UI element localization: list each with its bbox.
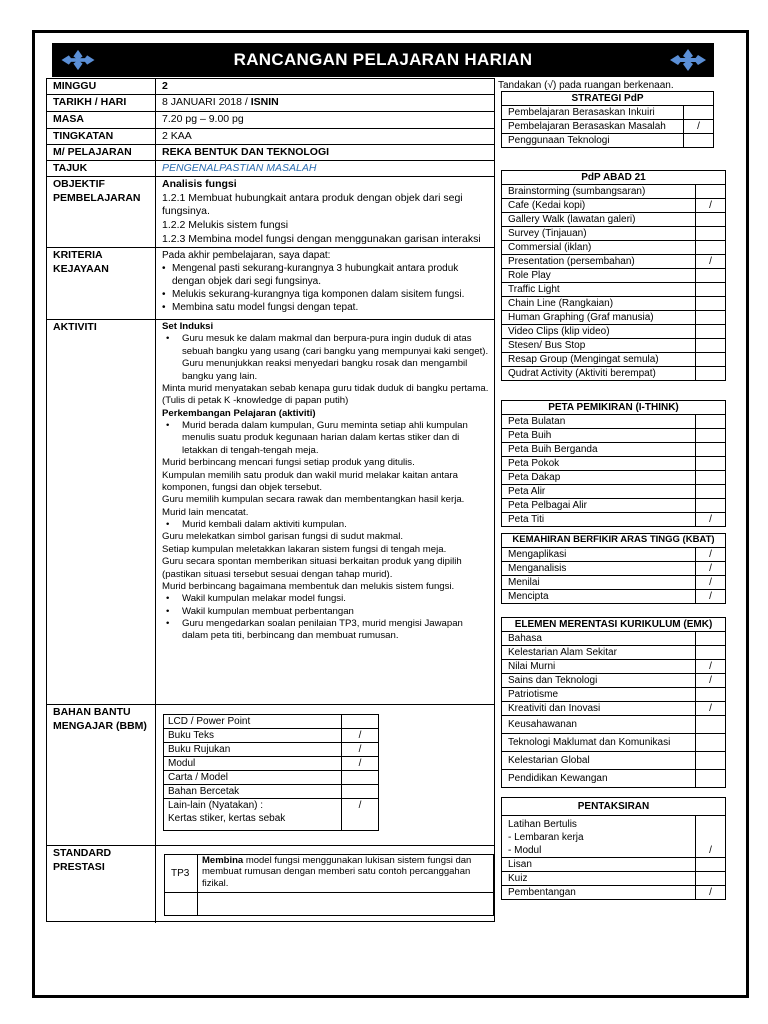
row-subjek — [47, 145, 494, 161]
bbm-row: Buku Rujukan / — [164, 743, 379, 757]
tick-cell[interactable]: / — [696, 199, 726, 213]
pentaksiran-table: PENTAKSIRAN Latihan Bertulis - Lembaran kerja - Modul / Lisan Kuiz Pembentangan / — [501, 797, 726, 900]
standard-table — [164, 854, 494, 916]
tick-cell[interactable] — [696, 311, 726, 325]
label-minggu: MINGGU — [47, 79, 156, 94]
page-header — [52, 43, 714, 77]
value-tarikh: 8 JANUARI 2018 / ISNIN — [162, 96, 279, 108]
value-bbm — [157, 705, 494, 845]
aktiviti-item: • Murid kembali dalam aktiviti kumpulan. — [162, 519, 489, 531]
row-masa — [47, 112, 494, 129]
ithink-table: PETA PEMIKIRAN (I-THINK) Peta Bulatan Peta Buih Peta Buih Berganda Peta Pokok Peta Dakap Peta Alir Peta Pelbagai Alir Peta Titi / — [501, 400, 726, 527]
tick-cell[interactable] — [696, 858, 726, 872]
label-objektif: OBJEKTIF PEMBELAJARAN — [47, 177, 156, 247]
label-standard: STANDARD PRESTASI — [47, 846, 156, 923]
tick-cell[interactable] — [696, 443, 726, 457]
row-objektif — [47, 177, 494, 248]
kbat-table: KEMAHIRAN BERFIKIR ARAS TINGG (KBAT) Mengaplikasi / Menganalisis / Menilai / Mencipta / — [501, 533, 726, 604]
tick-cell[interactable]: / — [696, 816, 726, 858]
value-tajuk: PENGENALPASTIAN MASALAH — [162, 162, 317, 174]
tick-cell[interactable] — [696, 429, 726, 443]
tick-cell[interactable] — [684, 134, 714, 148]
strategi-table: STRATEGI PdP Pembelajaran Berasaskan Inkuiri Pembelajaran Berasaskan Masalah / Penggunaan Teknologi — [501, 91, 714, 148]
aktiviti-text: Murid berbincang mencari fungsi setiap produk yang ditulis. — [162, 457, 415, 469]
label-subjek: M/ PELAJARAN — [47, 145, 156, 160]
label-tingkatan: TINGKATAN — [47, 129, 156, 144]
objektif-heading: Analisis fungsi — [162, 178, 237, 190]
aktiviti-text: Murid berbincang bagaimana membentuk dan melukis sistem fungsi. — [162, 580, 455, 592]
tick-cell[interactable] — [696, 297, 726, 311]
bbm-table — [163, 714, 379, 831]
label-bbm: BAHAN BANTU MENGAJAR (BBM) — [47, 705, 156, 845]
bbm-row: Carta / Model — [164, 771, 379, 785]
pentaksiran-title: PENTAKSIRAN — [502, 798, 726, 816]
tick-cell[interactable] — [696, 632, 726, 646]
tick-cell[interactable] — [696, 213, 726, 227]
value-kriteria — [157, 248, 494, 319]
abad21-table: PdP ABAD 21 Brainstorming (sumbangsaran) Cafe (Kedai kopi) / Gallery Walk (lawatan galeri) Survey (Tinjauan) Commersial (iklan) Presentation (persembahan) / Role Play Traffic Light Chain Line (Rangkaian) Human Graphing (Graf manusia) Video Clips (klip video) Stesen/ Bus Stop Resap Group (Mengingat semula) Qudrat Activity (Aktiviti berempat) — [501, 170, 726, 381]
kriteria-item: • Mengenal pasti sekurang-kurangnya 3 hubungkait antara produk dengan objek dari segi fungsinya. — [162, 262, 489, 288]
value-tingkatan: 2 KAA — [162, 130, 192, 142]
tick-cell[interactable] — [696, 353, 726, 367]
value-standard — [157, 846, 494, 923]
tick-cell[interactable] — [696, 283, 726, 297]
ithink-title: PETA PEMIKIRAN (I-THINK) — [502, 401, 726, 415]
kriteria-item: • Melukis sekurang-kurangnya tiga komponen dalam sisitem fungsi. — [162, 288, 489, 301]
tick-cell[interactable] — [696, 734, 726, 752]
label-aktiviti: AKTIVITI — [47, 320, 156, 704]
tick-cell[interactable]: / — [684, 120, 714, 134]
tick-cell[interactable] — [696, 457, 726, 471]
aktiviti-text: Minta murid menyatakan sebab kenapa guru tidak duduk di bangku pertama. (Tulis di petak K -knowledge di papan putih) — [162, 382, 489, 407]
kbat-title: KEMAHIRAN BERFIKIR ARAS TINGG (KBAT) — [502, 534, 726, 548]
lesson-table — [46, 78, 495, 922]
value-subjek: REKA BENTUK DAN TEKNOLOGI — [162, 146, 330, 158]
tick-cell[interactable] — [696, 770, 726, 788]
label-tajuk: TAJUK — [47, 161, 156, 176]
tick-cell[interactable]: / — [696, 674, 726, 688]
set-induksi-heading: Set Induksi — [162, 321, 214, 332]
tick-cell[interactable]: / — [696, 886, 726, 900]
tick-cell[interactable] — [696, 752, 726, 770]
label-tarikh: TARIKH / HARI — [47, 95, 156, 111]
value-aktiviti — [157, 320, 494, 704]
aktiviti-item: • Guru mengedarkan soalan penilaian TP3, murid mengisi Jawapan dalam peta titi, berbincang dan membuat rumusan. — [162, 618, 489, 643]
value-masa: 7.20 pg – 9.00 pg — [162, 113, 244, 125]
tick-cell[interactable]: / — [342, 729, 379, 743]
strategi-title: STRATEGI PdP — [502, 92, 714, 106]
bbm-row: Buku Teks / — [164, 729, 379, 743]
ornament-icon — [666, 48, 710, 72]
objektif-item: 1.2.3 Membina model fungsi dengan menggunakan garisan interaksi — [162, 232, 481, 245]
tick-cell[interactable] — [342, 785, 379, 799]
row-tarikh — [47, 95, 494, 112]
aktiviti-text: Guru secara spontan memberikan situasi berkaitan produk yang dipilih (pastikan situasi tersebut sesuai dengan tahap murid). — [162, 556, 462, 580]
tick-cell[interactable] — [696, 415, 726, 429]
tick-cell[interactable] — [696, 716, 726, 734]
perkembangan-heading: Perkembangan Pelajaran (aktiviti) — [162, 407, 316, 419]
label-masa: MASA — [47, 112, 156, 128]
emk-table: ELEMEN MERENTASI KURIKULUM (EMK) Bahasa Kelestarian Alam Sekitar Nilai Murni / Sains dan Teknologi / Patriotisme Kreativiti dan Inovasi / Keusahawanan Teknologi Maklumat dan Komunikasi Kelestarian Global Pendidikan Kewangan — [501, 617, 726, 788]
emk-title: ELEMEN MERENTASI KURIKULUM (EMK) — [502, 618, 726, 632]
tick-cell[interactable]: / — [696, 590, 726, 604]
aktiviti-text: Guru melekatkan simbol garisan fungsi di sudut makmal. — [162, 531, 404, 543]
tick-cell[interactable] — [696, 227, 726, 241]
tick-cell[interactable]: / — [342, 743, 379, 757]
tick-cell[interactable] — [696, 499, 726, 513]
tp-level: TP3 — [165, 855, 198, 893]
tick-cell[interactable] — [696, 367, 726, 381]
tick-cell[interactable]: / — [696, 255, 726, 269]
tick-cell[interactable] — [696, 646, 726, 660]
tick-instruction: Tandakan (√) pada ruangan berkenaan. — [498, 80, 674, 91]
tick-cell[interactable]: / — [696, 548, 726, 562]
bbm-row: Lain-lain (Nyatakan) : Kertas stiker, kertas sebak / — [164, 799, 379, 831]
tick-cell[interactable] — [696, 471, 726, 485]
row-tingkatan — [47, 129, 494, 145]
abad21-title: PdP ABAD 21 — [502, 171, 726, 185]
row-tajuk — [47, 161, 494, 177]
aktiviti-item: • Wakil kumpulan melakar model fungsi. — [162, 593, 489, 605]
tick-cell[interactable] — [696, 241, 726, 255]
aktiviti-text: Setiap kumpulan meletakkan lakaran sistem fungsi di tengah meja. — [162, 543, 447, 555]
value-minggu: 2 — [162, 80, 168, 92]
tick-cell[interactable]: / — [696, 513, 726, 527]
ornament-icon — [56, 48, 100, 72]
row-standard — [47, 846, 494, 923]
tick-cell[interactable] — [342, 715, 379, 729]
page-title: RANCANGAN PELAJARAN HARIAN — [233, 50, 533, 69]
bbm-row: Modul / — [164, 757, 379, 771]
aktiviti-text: Guru memilih kumpulan secara rawak dan membentangkan hasil kerja. Murid lain mencatat. — [162, 494, 465, 518]
tick-cell[interactable]: / — [342, 799, 379, 831]
tick-cell[interactable]: / — [696, 562, 726, 576]
bbm-row: LCD / Power Point — [164, 715, 379, 729]
row-minggu — [47, 79, 494, 95]
tick-cell[interactable] — [696, 269, 726, 283]
row-kriteria — [47, 248, 494, 320]
aktiviti-text: Kumpulan memilih satu produk dan wakil murid melakar kaitan antara komponen, fungsi dan objek tersebut. — [162, 469, 458, 493]
objektif-item: 1.2.1 Membuat hubungkait antara produk dengan objek dari segi fungsinya. — [162, 191, 463, 218]
standard-text: Membina model fungsi menggunakan lukisan sistem fungsi dan membuat rumusan dengan memberi satu contoh percanggahan fizikal. — [198, 855, 494, 893]
tick-cell[interactable]: / — [696, 576, 726, 590]
tick-cell[interactable] — [696, 185, 726, 199]
objektif-item: 1.2.2 Melukis sistem fungsi — [162, 218, 289, 231]
label-kriteria: KRITERIA KEJAYAAN — [47, 248, 156, 319]
kriteria-item: • Membina satu model fungsi dengan tepat. — [162, 301, 489, 314]
tick-cell[interactable] — [684, 106, 714, 120]
bbm-row: Bahan Bercetak — [164, 785, 379, 799]
row-aktiviti — [47, 320, 494, 705]
tick-cell[interactable] — [696, 485, 726, 499]
kriteria-intro: Pada akhir pembelajaran, saya dapat: — [162, 250, 331, 261]
value-objektif — [157, 177, 494, 247]
aktiviti-item: • Wakil kumpulan membuat perbentangan — [162, 606, 489, 618]
tick-cell[interactable] — [696, 872, 726, 886]
tick-cell[interactable]: / — [342, 757, 379, 771]
row-bbm — [47, 705, 494, 846]
aktiviti-item: • Murid berada dalam kumpulan, Guru meminta setiap ahli kumpulan menulis suatu produk kegunaan harian dalam kertas stiker dan di letakkan di tengah-tengah meja. — [162, 420, 489, 457]
tick-cell[interactable] — [696, 325, 726, 339]
tick-cell[interactable] — [696, 688, 726, 702]
tick-cell[interactable]: / — [696, 702, 726, 716]
tick-cell[interactable] — [696, 339, 726, 353]
tick-cell[interactable]: / — [696, 660, 726, 674]
aktiviti-item: • Guru mesuk ke dalam makmal dan berpura-pura ingin duduk di atas sebuah bangku yang usang (cari bangku yang mempunyai kaki senget). Guru menunjukkan reaksi menyedari bangku rosak dan mengambil bangku yang lain. — [162, 333, 489, 383]
tick-cell[interactable] — [342, 771, 379, 785]
